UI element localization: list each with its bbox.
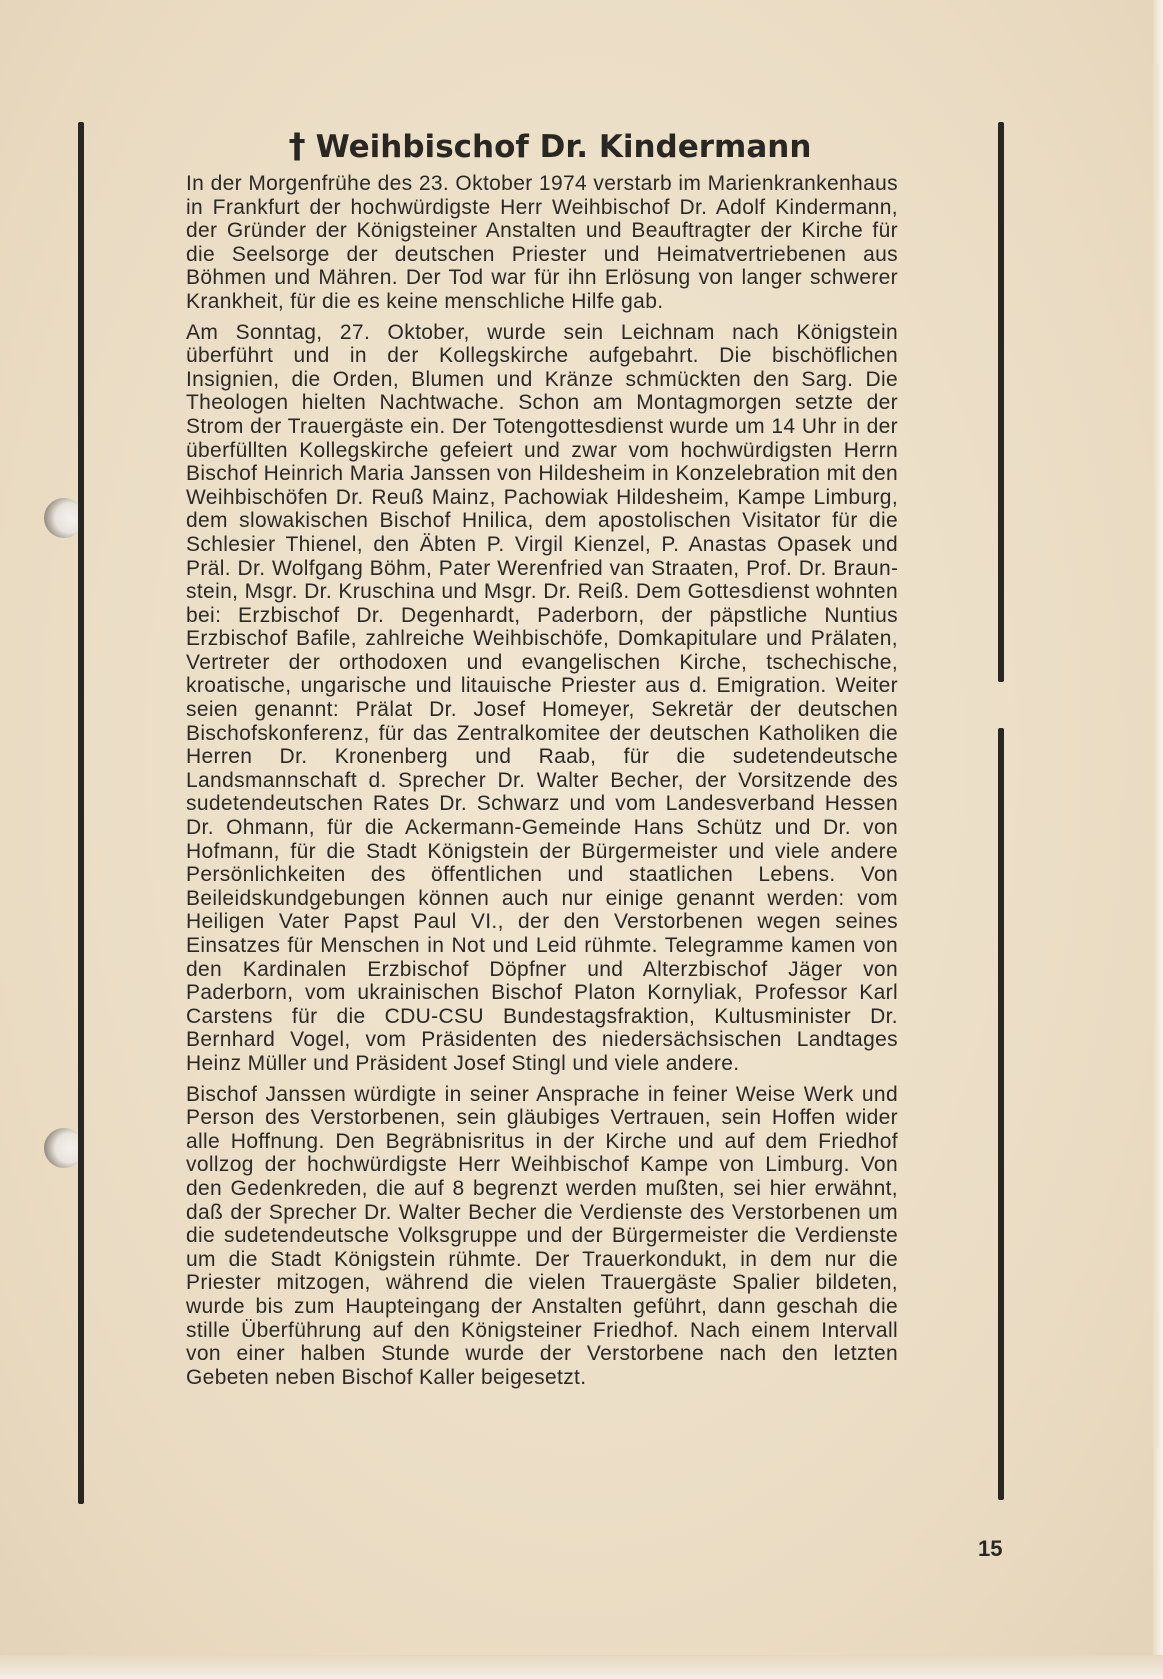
article-paragraph: Bischof Janssen würdigte in seiner Ansprache in feiner Weise Werk und Person des Verstorbenen, sein gläubiges Vertrauen, sein Hoffen wider alle Hoffnung. Den Begräbnisritus in der Kirche und auf dem Friedhof vollzog der hochwürdigste Herr Weihbischof Kampe von Limburg. Von den Gedenkreden, die auf 8 begrenzt werden mußten, sei hier erwähnt, daß der Sprecher Dr. Walter Becher die Verdienste des Verstorbenen um die sudetendeutsche Volksgruppe und der Bürgermeister die Verdienste um die Stadt Königstein rühmte. Der Trauerkondukt, in dem nur die Priester mitzogen, während die vielen Trauergäste Spalier bildeten, wurde bis zum Haupteingang der Anstalten geführt, dann geschah die stille Überführung auf den Königsteiner Friedhof. Nach einem Intervall von einer halben Stunde wurde der Verstorbene nach den letzten Gebeten neben Bischof Kaller beigesetzt.: [186, 1082, 898, 1389]
page-edge: [1153, 0, 1163, 1679]
article-title: [190, 124, 910, 169]
article-paragraph: In der Morgenfrühe des 23. Oktober 1974 verstarb im Marienkrankenhaus in Frankfurt der hochwürdigste Herr Weihbischof Dr. Adolf Kindermann, der Gründer der Königsteiner Anstalten und Beauftragter der Kirche für die Seelsorge der deutschen Priester und Heimatvertriebenen aus Böhmen und Mähren. Der Tod war für ihn Erlösung von langer schwerer Krankheit, für die es keine menschliche Hilfe gab.: [186, 172, 898, 313]
right-margin-rule-lower: [998, 728, 1004, 1500]
right-margin-rule-upper: [998, 122, 1004, 682]
page-bottom-edge: [0, 1655, 1163, 1679]
left-margin-rule: [78, 122, 84, 1504]
article-body: [186, 172, 898, 1396]
cross-icon: †: [288, 126, 306, 166]
page-number: 15: [978, 1536, 1003, 1561]
article-paragraph: Am Sonntag, 27. Oktober, wurde sein Leichnam nach Königstein überführt und in der Kollegskirche aufgebahrt. Die bischöflichen Insignien, die Orden, Blumen und Kränze schmückten den Sarg. Die Theologen hielten Nachtwache. Schon am Montagmorgen setzte der Strom der Trauergäste ein. Der Totengottesdienst wurde um 14 Uhr in der überfüllten Kollegskirche gefeiert und zwar vom hochwürdigsten Herrn Bischof Heinrich Maria Janssen von Hildesheim in Konzelebration mit den Weihbischöfen Dr. Reuß Mainz, Pachowiak Hildesheim, Kampe Limburg, dem slowakischen Bischof Hnilica, dem apostolischen Visitator für die Schlesier Thienel, den Äbten P. Virgil Kienzel, P. Anastas Opasek und Präl. Dr. Wolfgang Böhm, Pater Werenfried van Straaten, Prof. Dr. Braunstein, Msgr. Dr. Kruschina und Msgr. Dr. Reiß. Dem Gottesdienst wohnten bei: Erzbischof Dr. Degenhardt, Paderborn, der päpstliche Nuntius Erzbischof Bafile, zahlreiche Weihbischöfe, Domkapitulare und Prälaten, Vertreter der orthodoxen und evangelischen Kirche, tschechische, kroatische, ungarische und litauische Priester aus d. Emigration. Weiter seien genannt: Prälat Dr. Josef Homeyer, Sekretär der deutschen Bischofskonferenz, für das Zentralkomitee der deutschen Katholiken die Herren Dr. Kronenberg und Raab, für die sudetendeutsche Landsmannschaft d. Sprecher Dr. Walter Becher, der Vorsitzende des sudetendeutschen Rates Dr. Schwarz und vom Landesverband Hessen Dr. Ohmann, für die Ackermann-Gemeinde Hans Schütz und Dr. von Hofmann, für die Stadt Königstein der Bürgermeister und viele andere Persönlichkeiten des öffentlichen und staatlichen Lebens. Von Beileidskundgebungen können auch nur einige genannt werden: vom Heiligen Vater Papst Paul VI., der den Verstorbenen wegen seines Einsatzes für Menschen in Not und Leid rühmte. Telegramme kamen von den Kardinalen Erzbischof Döpfner und Alterzbischof Jäger von Paderborn, vom ukrainischen Bischof Platon Kornyliak, Professor Karl Carstens für die CDU-CSU Bundestagsfraktion, Kultusminister Dr. Bernhard Vogel, vom Präsidenten des niedersächsischen Landtages Heinz Müller und Präsident Josef Stingl und viele andere.: [186, 320, 898, 1075]
article-title-text: Weihbischof Dr. Kindermann: [315, 129, 812, 165]
